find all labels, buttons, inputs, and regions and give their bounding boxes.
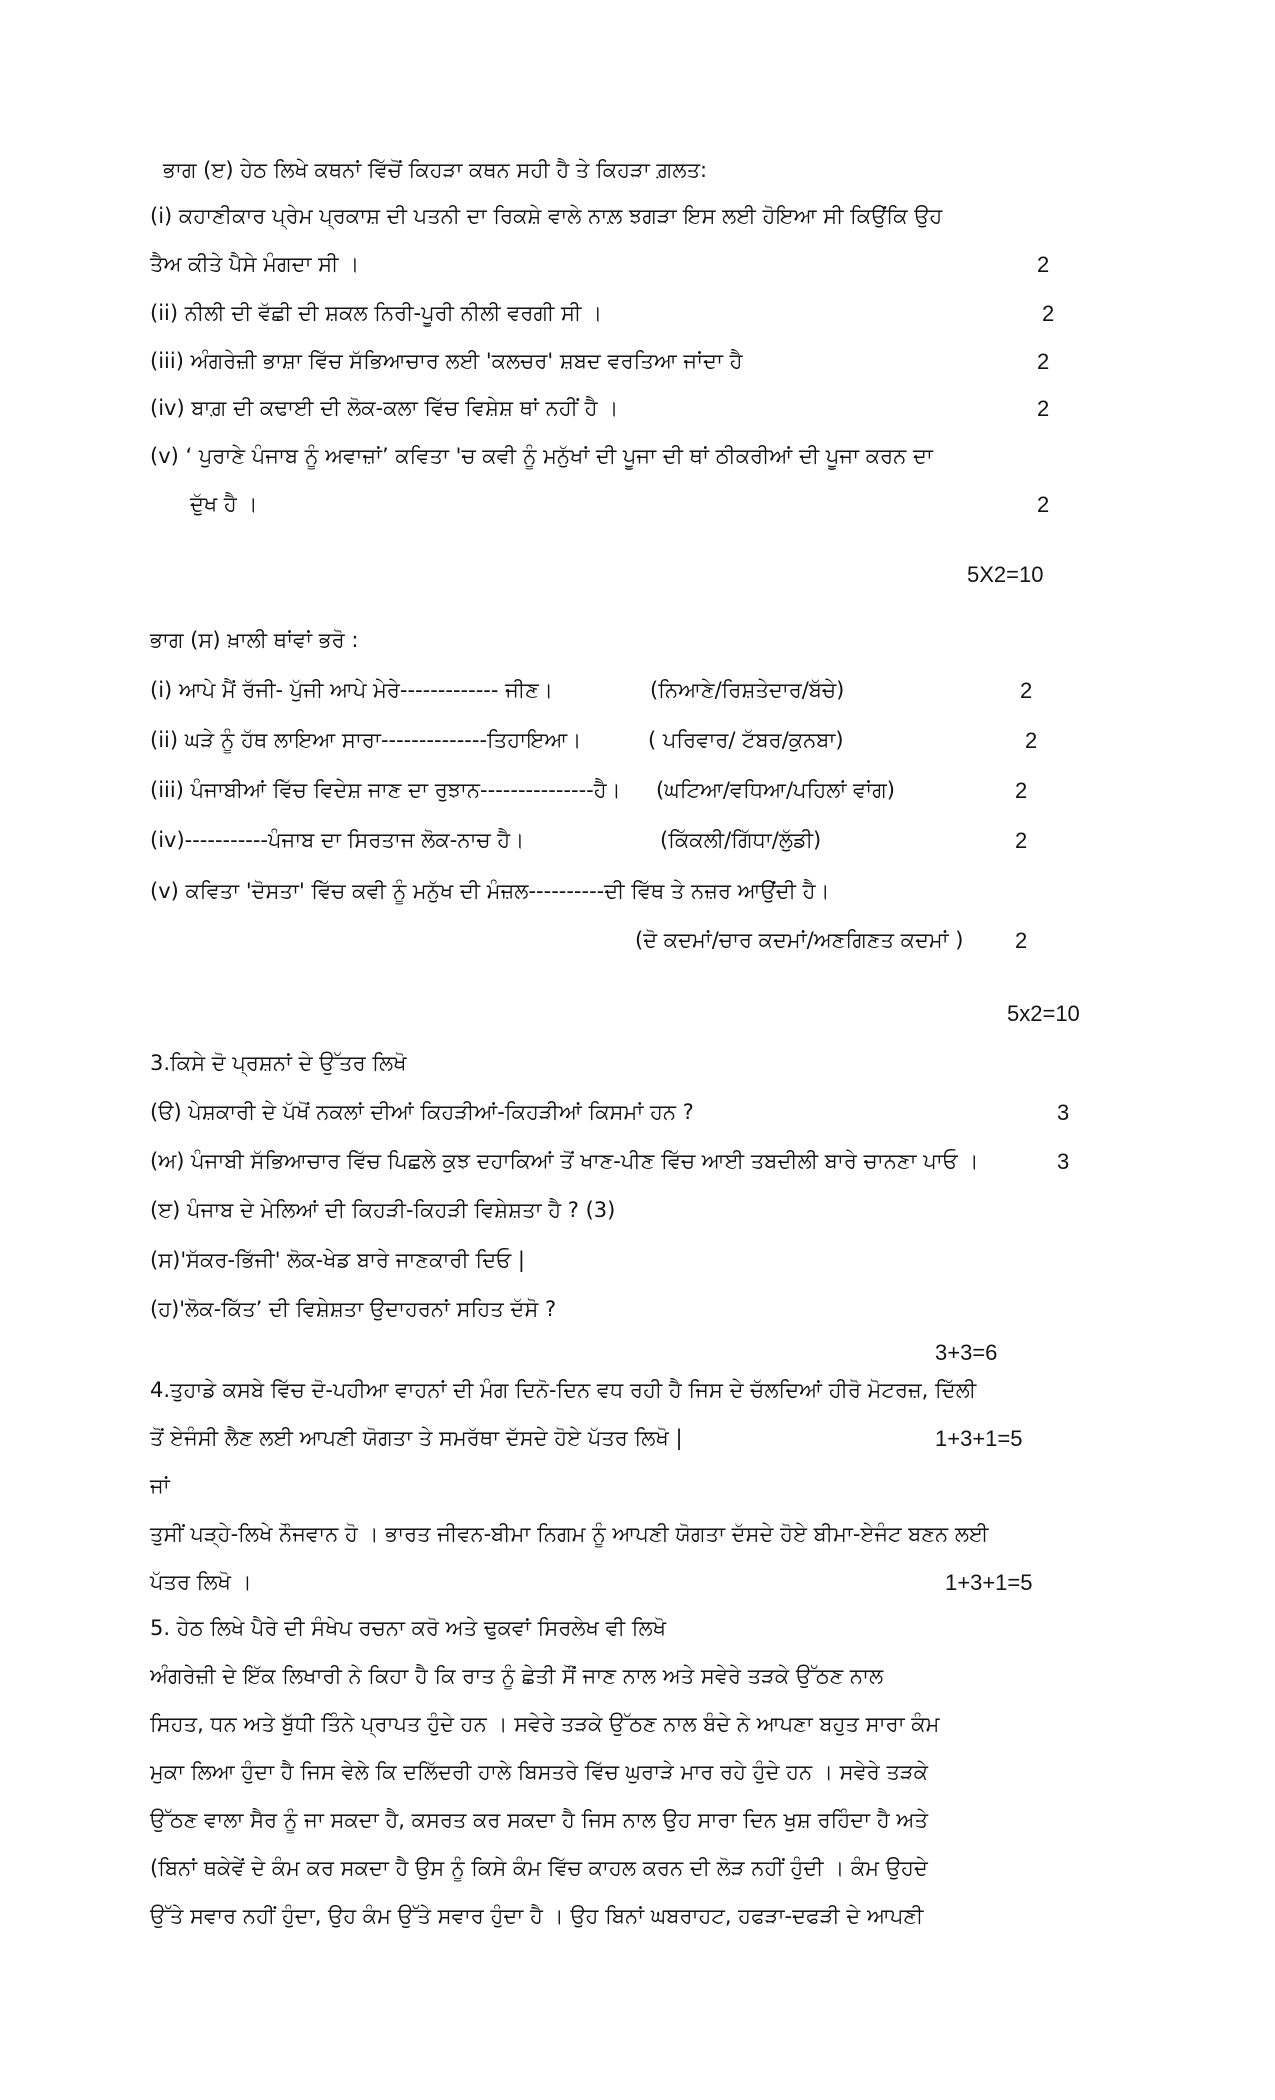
- part-s-item-4-options: (ਕਿੱਕਲੀ/ਗਿੱਧਾ/ਲੁੱਡੀ): [660, 828, 822, 852]
- q5-heading: 5. ਹੇਠ ਲਿਖੇ ਪੈਰੇ ਦੀ ਸੰਖੇਪ ਰਚਨਾ ਕਰੋ ਅਤੇ ਢੁਕਵਾਂ ਸਿਰਲੇਖ ਵੀ ਲਿਖੋ: [150, 1616, 667, 1640]
- part-s-item-3: (iii) ਪੰਜਾਬੀਆਂ ਵਿੱਚ ਵਿਦੇਸ਼ ਜਾਣ ਦਾ ਰੁਝਾਨ---------------ਹੈ।: [150, 778, 621, 802]
- q5-line-6: ਉੱਤੇ ਸਵਾਰ ਨਹੀਂ ਹੁੰਦਾ, ਉਹ ਕੰਮ ਉੱਤੇ ਸਵਾਰ ਹੁੰਦਾ ਹੈ । ਉਹ ਬਿਨਾਂ ਘਬਰਾਹਟ, ਹਫੜਾ-ਦਫੜੀ ਦੇ ਆਪਣੀ: [150, 1904, 924, 1928]
- part-s-heading: ਭਾਗ (ਸ) ਖ਼ਾਲੀ ਥਾਂਵਾਂ ਭਰੋ :: [150, 628, 359, 652]
- part-e-item-2-marks: 2: [1042, 301, 1055, 326]
- part-s-item-4: (iv)-----------ਪੰਜਾਬ ਦਾ ਸਿਰਤਾਜ ਲੋਕ-ਨਾਚ ਹੈ।: [150, 828, 525, 852]
- part-e-item-5-line2: ਦੁੱਖ ਹੈ ।: [190, 492, 258, 516]
- part-s-item-1: (i) ਆਪੇ ਮੈਂ ਰੱਜੀ- ਪੁੱਜੀ ਆਪੇ ਮੇਰੇ------------- ਜੀਣ।: [150, 678, 553, 702]
- q3-item-d: (ਸ)'ਸੱਕਰ-ਭਿੱਜੀ' ਲੋਕ-ਖੇਡ ਬਾਰੇ ਜਾਣਕਾਰੀ ਦਿਓ |: [150, 1248, 525, 1272]
- part-e-item-1-marks: 2: [1037, 252, 1050, 277]
- q3-item-a-marks: 3: [1057, 1100, 1070, 1125]
- part-s-item-5: (v) ਕਵਿਤਾ 'ਦੋਸਤਾ' ਵਿੱਚ ਕਵੀ ਨੂੰ ਮਨੁੱਖ ਦੀ ਮੰਜ਼ਲ----------ਦੀ ਵਿੱਥ ਤੇ ਨਜ਼ਰ ਆਉਂਦੀ ਹੈ।: [150, 879, 830, 903]
- q5-line-1: ਅੰਗਰੇਜ਼ੀ ਦੇ ਇੱਕ ਲਿਖਾਰੀ ਨੇ ਕਿਹਾ ਹੈ ਕਿ ਰਾਤ ਨੂੰ ਛੇਤੀ ਸੌਂ ਜਾਣ ਨਾਲ ਅਤੇ ਸਵੇਰੇ ਤੜਕੇ ਉੱਠਣ ਨਾਲ: [150, 1664, 884, 1688]
- part-s-item-2-options: ( ਪਰਿਵਾਰ/ ਟੱਬਰ/ਕੁਨਬਾ): [648, 728, 844, 752]
- part-e-item-3: (iii) ਅੰਗਰੇਜ਼ੀ ਭਾਸ਼ਾ ਵਿੱਚ ਸੱਭਿਆਚਾਰ ਲਈ 'ਕਲਚਰ' ਸ਼ਬਦ ਵਰਤਿਆ ਜਾਂਦਾ ਹੈ: [150, 349, 743, 373]
- q5-line-3: ਮੁਕਾ ਲਿਆ ਹੁੰਦਾ ਹੈ ਜਿਸ ਵੇਲੇ ਕਿ ਦਲਿੱਦਰੀ ਹਾਲੇ ਬਿਸਤਰੇ ਵਿੱਚ ਘੁਰਾੜੇ ਮਾਰ ਰਹੇ ਹੁੰਦੇ ਹਨ । ਸਵੇਰੇ ਤੜਕੇ: [150, 1760, 928, 1784]
- part-e-item-4-marks: 2: [1037, 396, 1050, 421]
- part-s-item-5-marks: 2: [1015, 928, 1028, 953]
- q5-line-4: ਉੱਠਣ ਵਾਲਾ ਸੈਰ ਨੂੰ ਜਾ ਸਕਦਾ ਹੈ, ਕਸਰਤ ਕਰ ਸਕਦਾ ਹੈ ਜਿਸ ਨਾਲ ਉਹ ਸਾਰਾ ਦਿਨ ਖੁਸ਼ ਰਹਿੰਦਾ ਹੈ ਅਤੇ: [150, 1808, 928, 1832]
- part-s-item-2: (ii) ਘੜੇ ਨੂੰ ਹੱਥ ਲਾਇਆ ਸਾਰਾ--------------ਤਿਹਾਇਆ।: [150, 728, 582, 752]
- part-s-item-1-marks: 2: [1020, 678, 1033, 703]
- part-e-item-2: (ii) ਨੀਲੀ ਦੀ ਵੱਛੀ ਦੀ ਸ਼ਕਲ ਨਿਰੀ-ਪੂਰੀ ਨੀਲੀ ਵਰਗੀ ਸੀ ।: [150, 301, 603, 325]
- q4-line2: ਤੋਂ ਏਜੰਸੀ ਲੈਣ ਲਈ ਆਪਣੀ ਯੋਗਤਾ ਤੇ ਸਮਰੱਥਾ ਦੱਸਦੇ ਹੋਏ ਪੱਤਰ ਲਿਖੋ |: [150, 1426, 683, 1450]
- q4-marks2: 1+3+1=5: [945, 1570, 1033, 1595]
- part-e-heading: ਭਾਗ (ੲ) ਹੇਠ ਲਿਖੇ ਕਥਨਾਂ ਵਿੱਚੋਂ ਕਿਹੜਾ ਕਥਨ ਸਹੀ ਹੈ ਤੇ ਕਿਹੜਾ ਗ਼ਲਤ:: [163, 158, 708, 182]
- q5-line-5: (ਬਿਨਾਂ ਥਕੇਵੇਂ ਦੇ ਕੰਮ ਕਰ ਸਕਦਾ ਹੈ ਉਸ ਨੂੰ ਕਿਸੇ ਕੰਮ ਵਿੱਚ ਕਾਹਲ ਕਰਨ ਦੀ ਲੋੜ ਨਹੀਂ ਹੁੰਦੀ । ਕੰਮ ਉਹਦੇ: [150, 1856, 928, 1880]
- part-e-item-3-marks: 2: [1037, 349, 1050, 374]
- q5-line-2: ਸਿਹਤ, ਧਨ ਅਤੇ ਬੁੱਧੀ ਤਿੰਨੇ ਪ੍ਰਾਪਤ ਹੁੰਦੇ ਹਨ । ਸਵੇਰੇ ਤੜਕੇ ਉੱਠਣ ਨਾਲ ਬੰਦੇ ਨੇ ਆਪਣਾ ਬਹੁਤ ਸਾਰਾ ਕੰਮ: [150, 1712, 940, 1736]
- part-e-item-5-marks: 2: [1037, 492, 1050, 517]
- part-s-item-2-marks: 2: [1025, 728, 1038, 753]
- part-e-item-4: (iv) ਬਾਗ਼ ਦੀ ਕਢਾਈ ਦੀ ਲੋਕ-ਕਲਾ ਵਿੱਚ ਵਿਸ਼ੇਸ਼ ਥਾਂ ਨਹੀਂ ਹੈ ।: [150, 396, 619, 420]
- q3-item-b-marks: 3: [1057, 1149, 1070, 1174]
- part-s-item-3-marks: 2: [1015, 778, 1028, 803]
- part-s-item-4-marks: 2: [1015, 828, 1028, 853]
- part-s-item-1-options: (ਨਿਆਣੇ/ਰਿਸ਼ਤੇਦਾਰ/ਬੱਚੇ): [650, 678, 845, 702]
- q3-item-b: (ਅ) ਪੰਜਾਬੀ ਸੱਭਿਆਚਾਰ ਵਿੱਚ ਪਿਛਲੇ ਕੁਝ ਦਹਾਕਿਆਂ ਤੋਂ ਖਾਣ-ਪੀਣ ਵਿੱਚ ਆਈ ਤਬਦੀਲੀ ਬਾਰੇ ਚਾਨਣਾ ਪਾਓ ।: [150, 1149, 979, 1173]
- q3-heading: 3.ਕਿਸੇ ਦੋ ਪ੍ਰਸ਼ਨਾਂ ਦੇ ਉੱਤਰ ਲਿਖੋ: [150, 1051, 407, 1075]
- q4-line3: ਤੁਸੀਂ ਪੜ੍ਹੇ-ਲਿਖੇ ਨੌਜਵਾਨ ਹੋ । ਭਾਰਤ ਜੀਵਨ-ਬੀਮਾ ਨਿਗਮ ਨੂੰ ਆਪਣੀ ਯੋਗਤਾ ਦੱਸਦੇ ਹੋਏ ਬੀਮਾ-ਏਜੰਟ ਬਣਨ ਲਈ: [150, 1522, 989, 1546]
- q3-item-e: (ਹ)'ਲੋਕ-ਕਿੱਤ’ ਦੀ ਵਿਸ਼ੇਸ਼ਤਾ ਉਦਾਹਰਨਾਂ ਸਹਿਤ ਦੱਸੋ ?: [150, 1297, 557, 1321]
- part-s-item-3-options: (ਘਟਿਆ/ਵਧਿਆ/ਪਹਿਲਾਂ ਵਾਂਗ): [656, 778, 895, 802]
- q3-item-a: (ੳ) ਪੇਸ਼ਕਾਰੀ ਦੇ ਪੱਖੋਂ ਨਕਲਾਂ ਦੀਆਂ ਕਿਹੜੀਆਂ-ਕਿਹੜੀਆਂ ਕਿਸਮਾਂ ਹਨ ?: [150, 1100, 694, 1124]
- part-e-item-1-line2: ਤੈਅ ਕੀਤੇ ਪੈਸੇ ਮੰਗਦਾ ਸੀ ।: [150, 252, 360, 276]
- q4-marks1: 1+3+1=5: [935, 1426, 1023, 1451]
- part-s-item-5-options: (ਦੋ ਕਦਮਾਂ/ਚਾਰ ਕਦਮਾਂ/ਅਣਗਿਣਤ ਕਦਮਾਂ ): [635, 928, 964, 952]
- q3-item-c: (ੲ) ਪੰਜਾਬ ਦੇ ਮੇਲਿਆਂ ਦੀ ਕਿਹੜੀ-ਕਿਹੜੀ ਵਿਸ਼ੇਸ਼ਤਾ ਹੈ ? (3): [150, 1198, 616, 1222]
- part-e-total: 5X2=10: [967, 562, 1044, 587]
- part-s-total: 5x2=10: [1007, 1001, 1080, 1026]
- q3-total: 3+3=6: [935, 1340, 998, 1365]
- q4-line1: 4.ਤੁਹਾਡੇ ਕਸਬੇ ਵਿੱਚ ਦੋ-ਪਹੀਆ ਵਾਹਨਾਂ ਦੀ ਮੰਗ ਦਿਨੋ-ਦਿਨ ਵਧ ਰਹੀ ਹੈ ਜਿਸ ਦੇ ਚੱਲਦਿਆਂ ਹੀਰੋ ਮੋਟਰਜ਼, ਦਿੱਲੀ: [150, 1378, 977, 1402]
- part-e-item-5-line1: (v) ‘ ਪੁਰਾਣੇ ਪੰਜਾਬ ਨੂੰ ਅਵਾਜ਼ਾਂ’ ਕਵਿਤਾ 'ਚ ਕਵੀ ਨੂੰ ਮਨੁੱਖਾਂ ਦੀ ਪੂਜਾ ਦੀ ਥਾਂ ਠੀਕਰੀਆਂ ਦੀ ਪੂਜਾ ਕਰਨ ਦਾ: [150, 444, 933, 468]
- q4-line4: ਪੱਤਰ ਲਿਖੋ ।: [150, 1570, 252, 1594]
- q4-or: ਜਾਂ: [150, 1474, 170, 1498]
- part-e-item-1-line1: (i) ਕਹਾਣੀਕਾਰ ਪ੍ਰੇਮ ਪ੍ਰਕਾਸ਼ ਦੀ ਪਤਨੀ ਦਾ ਰਿਕਸ਼ੇ ਵਾਲੇ ਨਾਲ਼ ਝਗੜਾ ਇਸ ਲਈ ਹੋਇਆ ਸੀ ਕਿਉਂਕਿ ਉਹ: [150, 204, 943, 228]
